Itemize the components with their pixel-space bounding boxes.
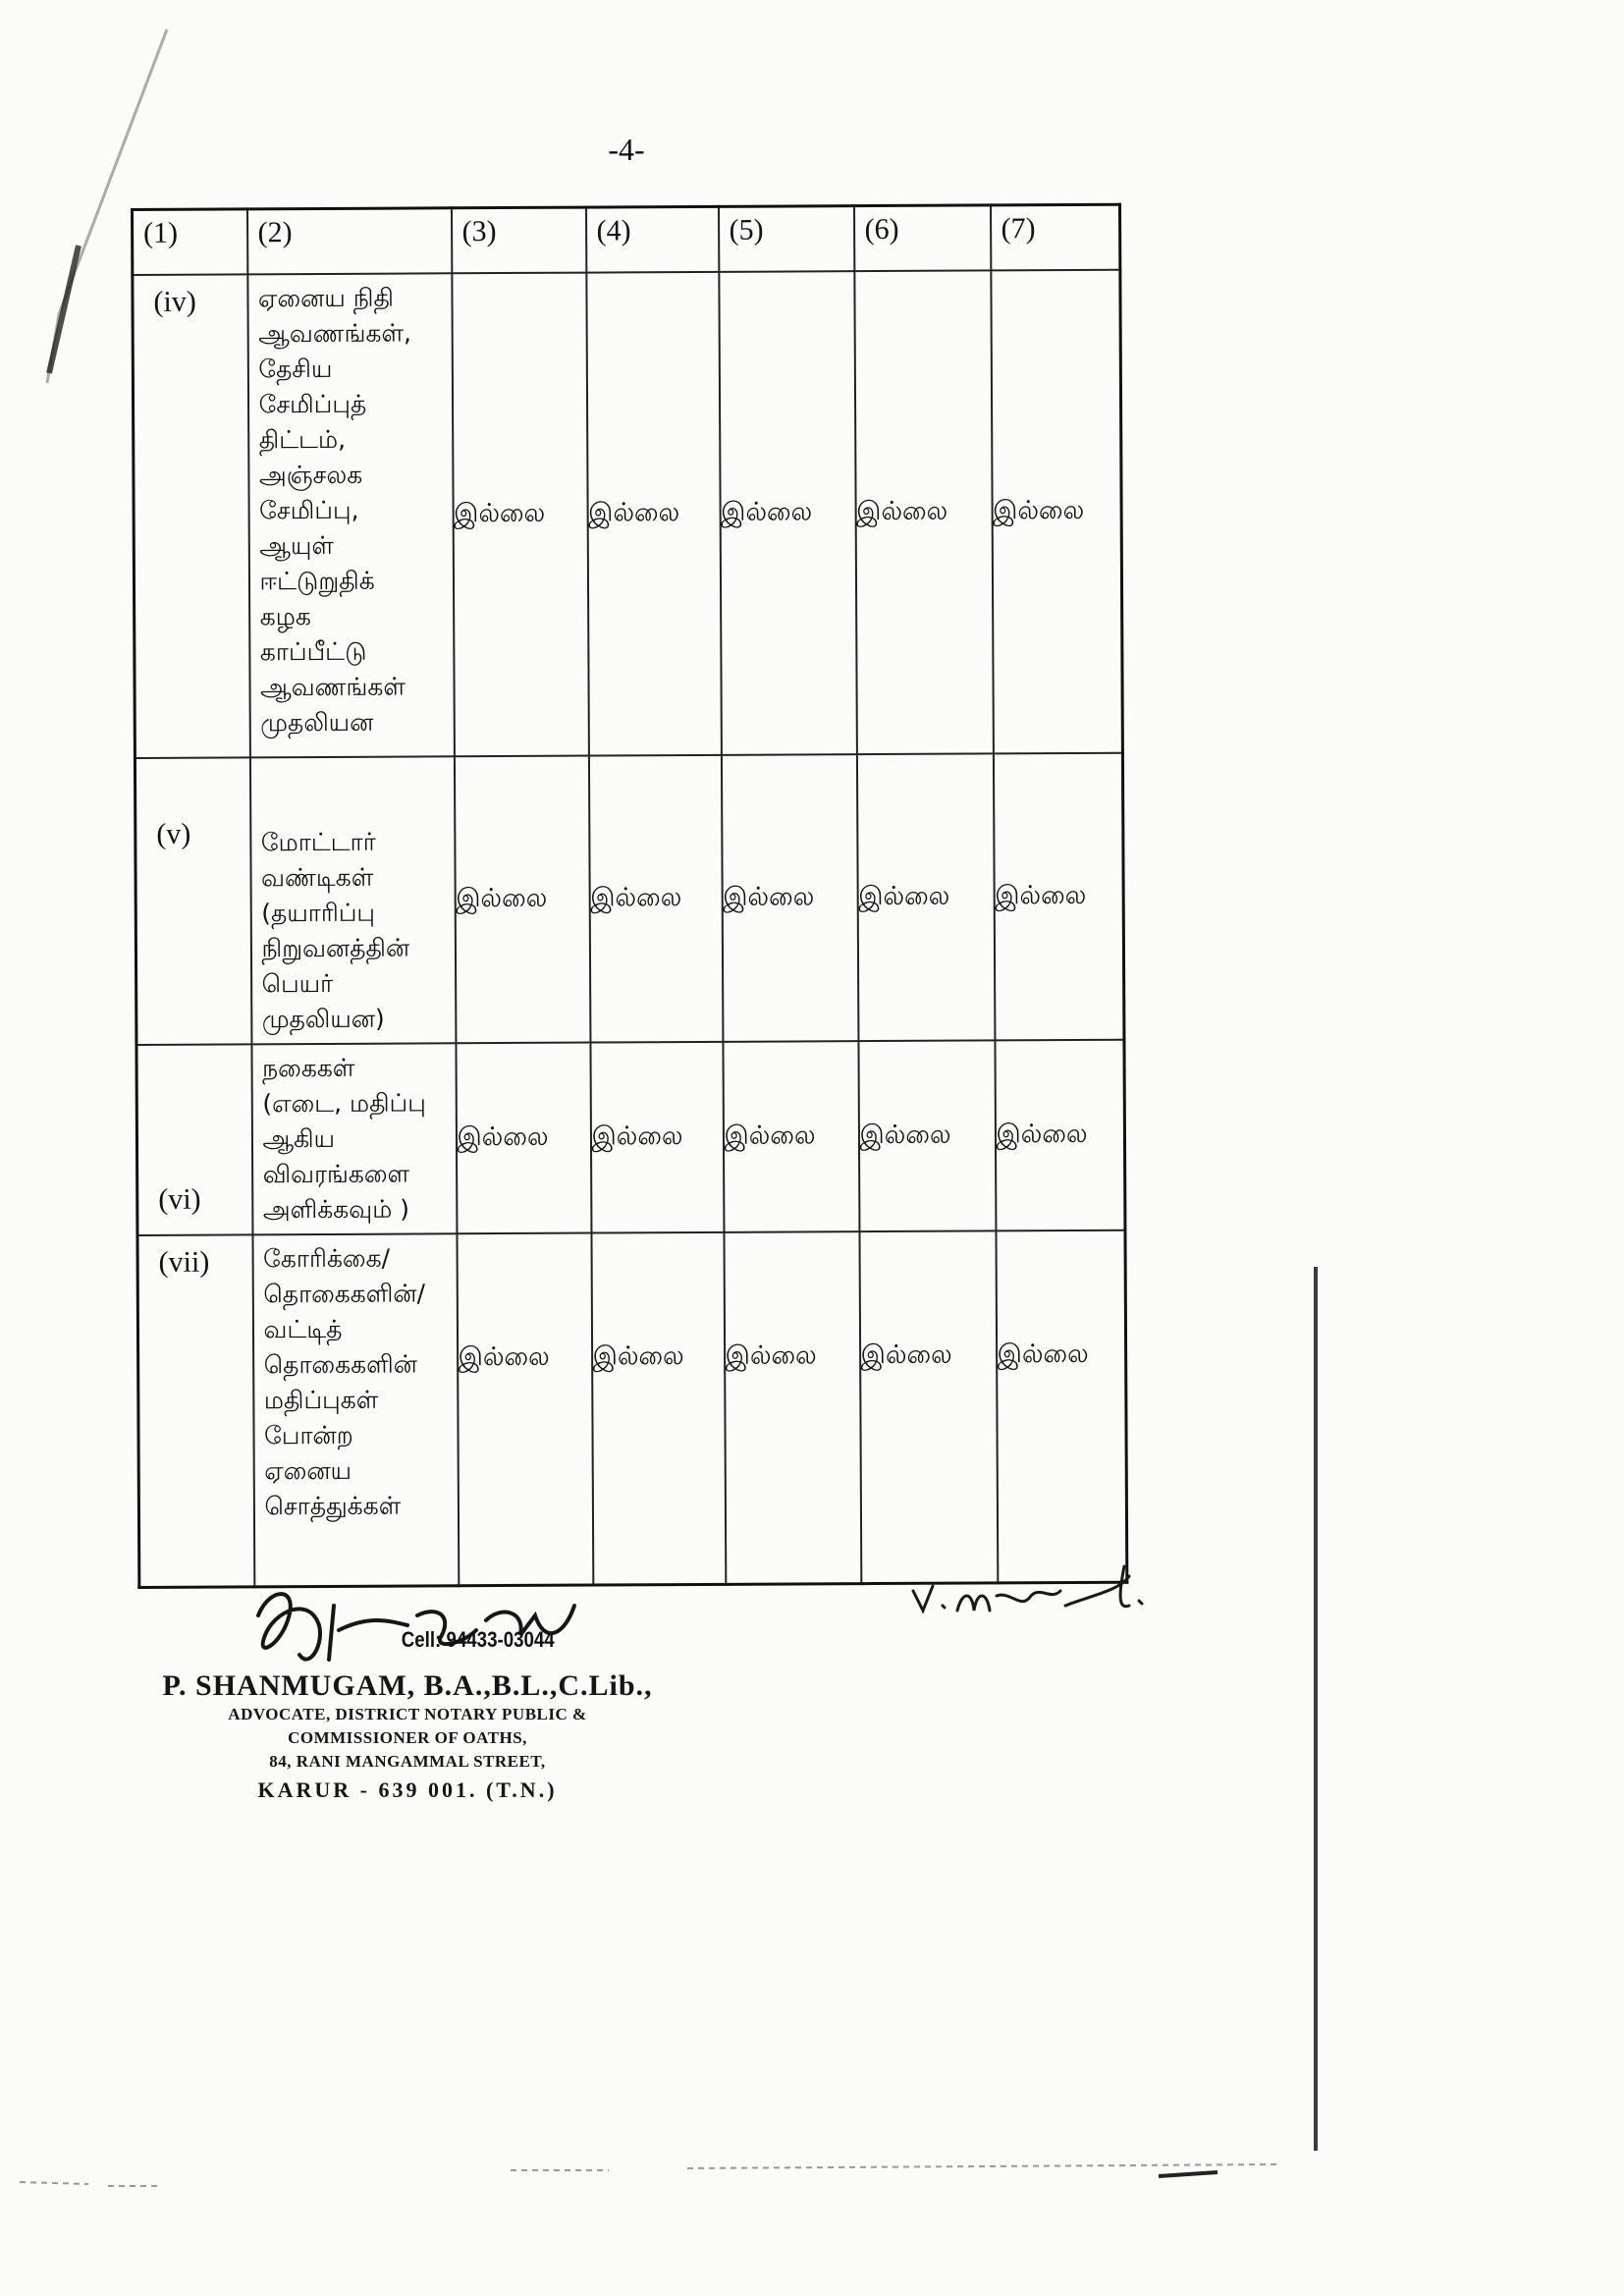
value-cell: இல்லை (719, 271, 857, 755)
value-cell: இல்லை (721, 754, 858, 1042)
value-cell: இல்லை (457, 1233, 593, 1586)
table-row (137, 1230, 1127, 1587)
notary-stamp (162, 1669, 653, 1803)
value-cell: இல்லை (856, 753, 995, 1041)
value-cell: இல்லை (454, 756, 590, 1044)
row-description: நகைகள் (எடை, மதிப்பு ஆகிய விவரங்களை அளிக்கவும் ) (262, 1053, 426, 1225)
value-cell: இல்லை (995, 1040, 1125, 1231)
stamp-line: 84, RANI MANGAMMAL STREET, (269, 1752, 546, 1771)
value-cell: இல்லை (854, 270, 994, 754)
table-header-row (133, 204, 1120, 275)
value-cell: இல்லை (588, 755, 723, 1043)
scan-bottom-noise (0, 2121, 1624, 2200)
column-header: (2) (247, 208, 452, 275)
value-cell: இல்லை (586, 272, 722, 756)
stamp-name: P. SHANMUGAM, B.A.,B.L.,C.Lib., (162, 1669, 653, 1702)
row-number: (v) (156, 817, 191, 850)
value-cell: இல்லை (993, 753, 1124, 1041)
stamp-line: ADVOCATE, DISTRICT NOTARY PUBLIC & (228, 1705, 587, 1723)
value-cell: இல்லை (591, 1232, 726, 1585)
stamp-city: KARUR - 639 001. (T.N.) (257, 1777, 558, 1802)
value-cell: இல்லை (996, 1230, 1127, 1583)
value-cell: இல்லை (724, 1231, 861, 1584)
row-description: கோரிக்கை/ தொகைகளின்/ வட்டித் தொகைகளின் மதிப்புகள் போன்ற ஏனைய சொத்துக்கள் (263, 1243, 426, 1521)
column-header: (5) (718, 206, 853, 272)
table-row (135, 753, 1124, 1045)
value-cell: இல்லை (452, 273, 589, 757)
page-number: -4- (608, 132, 645, 167)
value-cell: இல்லை (590, 1042, 724, 1233)
row-description: மோட்டார் வண்டிகள் (தயாரிப்பு நிறுவனத்தின் பெயர் முதலியன) (260, 827, 410, 1034)
row-number: (iv) (153, 285, 196, 318)
column-header: (1) (133, 209, 247, 275)
column-header: (6) (853, 205, 990, 271)
value-cell: இல்லை (859, 1230, 998, 1583)
declarant-signature (903, 1557, 1168, 1625)
asset-schedule-table (131, 203, 1128, 1589)
value-cell: இல்லை (858, 1040, 996, 1231)
table-row (136, 1040, 1125, 1235)
row-number: (vii) (158, 1245, 210, 1279)
value-cell: இல்லை (456, 1043, 591, 1234)
column-header: (7) (990, 204, 1119, 270)
row-description: ஏனைய நிதி ஆவணங்கள், தேசிய சேமிப்புத் திட்டம், அஞ்சலக சேமிப்பு, ஆயுள் ஈட்டுறுதிக் கழக காப்பீட்டு ஆவணங்கள் முதலியன (257, 283, 411, 738)
stamp-line: COMMISSIONER OF OATHS, (288, 1728, 527, 1747)
scan-margin-line (1314, 1267, 1318, 2151)
value-cell: இல்லை (991, 270, 1123, 754)
table-row (133, 270, 1123, 758)
column-header: (4) (586, 206, 719, 272)
row-number: (vi) (158, 1182, 201, 1216)
stamp-cell-number: Cell: 94433-03044 (401, 1627, 555, 1652)
column-header: (3) (452, 207, 586, 273)
value-cell: இல்லை (723, 1041, 859, 1232)
